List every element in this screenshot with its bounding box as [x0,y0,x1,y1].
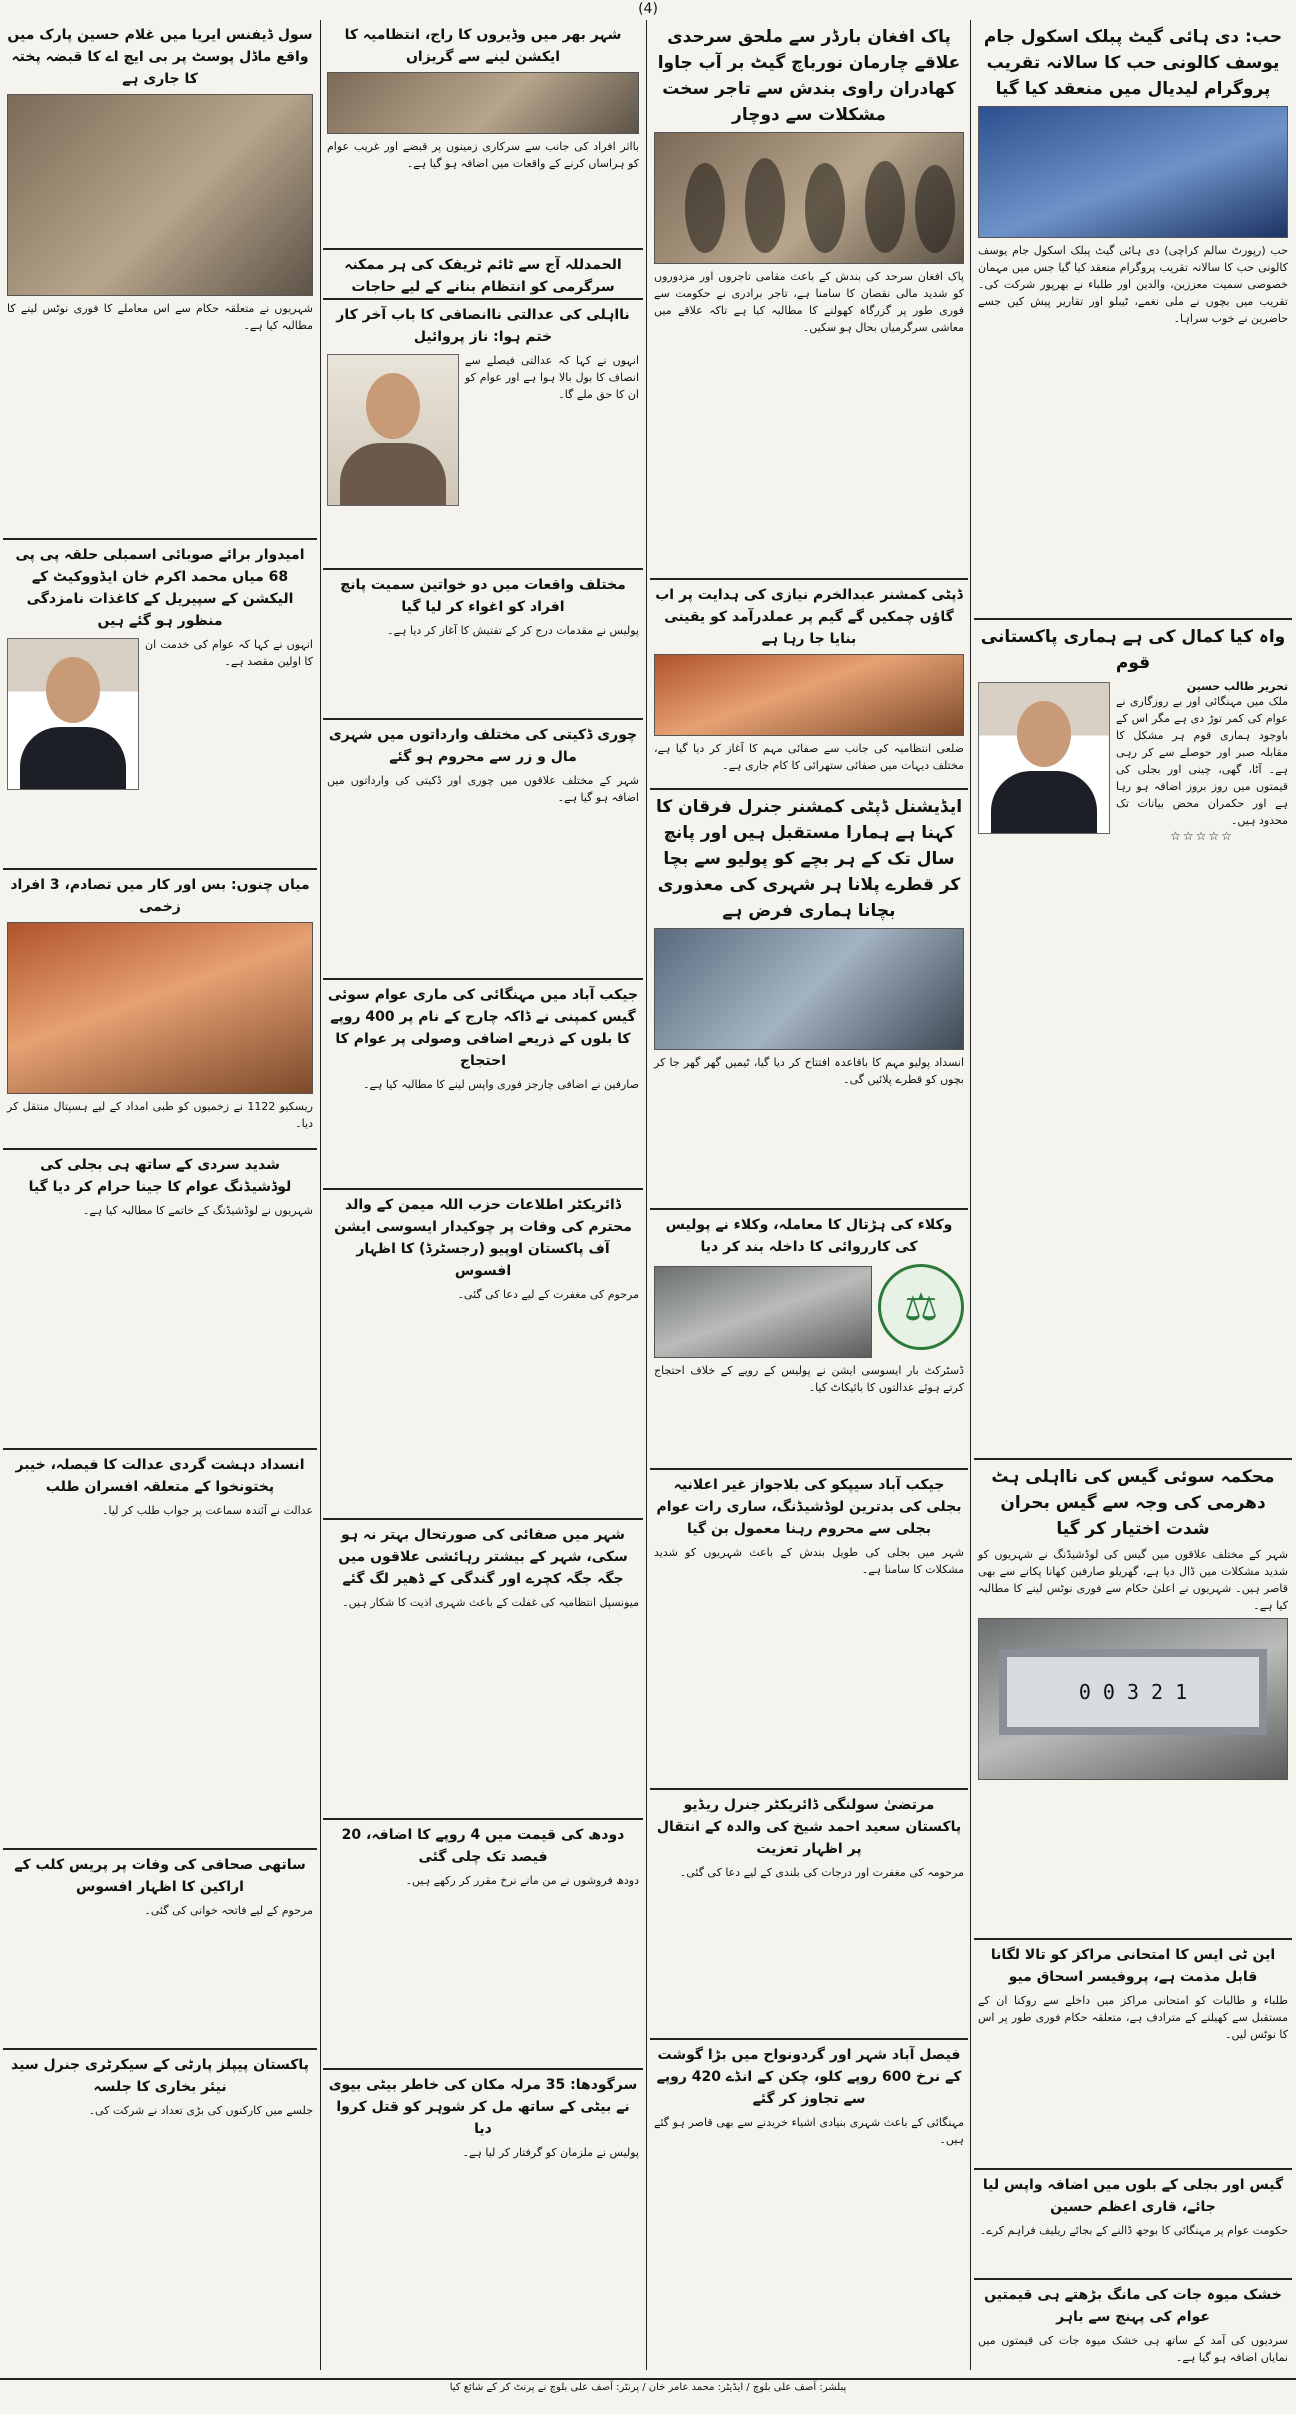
story-body: شہریوں نے لوڈشیڈنگ کے خاتمے کا مطالبہ کیا ہے۔ [82,1204,313,1217]
story-body: طلباء و طالبات کو امتحانی مراکز میں داخلے سے روکنا ان کے مستقبل سے کھیلنے کے مترادف ہے، متعلقہ حکام فوری طور پر اس کا نوٹس لیں۔ [978,1994,1288,2041]
headline: سرگودھا: 35 مرلہ مکان کی خاطر بیٹی بیوی نے بیٹی کے ساتھ مل کر شوہر کو قتل کروا دیا [328,2077,638,2137]
headline: خشک میوہ جات کی مانگ بڑھتے ہی قیمتیں عوام کی پہنچ سے باہر [984,2287,1282,2325]
story [323,20,643,250]
headline: واہ کیا کمال کی ہے ہماری پاکستانی قوم [980,627,1286,673]
headline: پاکستان پیپلز پارٹی کے سیکرٹری جنرل سید نیئر بخاری کا جلسہ [11,2057,309,2095]
story [3,870,317,1150]
headline: شہر میں صفائی کی صورتحال بہتر نہ ہو سکی، شہر کے بیشتر رہائشی علاقوں میں جگہ جگہ کچرے اور گندگی کے ڈھیر لگ گئے [338,1527,628,1587]
story [3,20,317,540]
story-body: انسداد پولیو مہم کا باقاعدہ افتتاح کر دیا گیا، ٹیمیں گھر گھر جا کر بچوں کو قطرے پلائیں گی۔ [654,1056,964,1086]
headline: میاں چنوں: بس اور کار میں تصادم، 3 افراد زخمی [10,877,310,915]
story [323,1190,643,1520]
headline: امیدوار برائے صوبائی اسمبلی حلقہ پی پی 68 میاں محمد اکرم خان ایڈووکیٹ کے الیکشن کے سپیریل کے کاغذات نامزدگی منظور ہو گئے ہیں [15,547,305,629]
politician-portrait [327,354,459,506]
story [974,2170,1292,2280]
story [974,20,1292,620]
locked-gate-photo [7,94,313,296]
story-body: مہنگائی کے باعث شہری بنیادی اشیاء خریدنے سے بھی قاصر ہو گئے ہیں۔ [654,2116,964,2146]
story [3,1150,317,1450]
headline: سول ڈیفنس ایریا میں غلام حسین پارک میں واقع ماڈل پوسٹ پر بی ایچ اے کا قبضہ پختہ کا جاری ہے [7,27,313,87]
story-body: انہوں نے کہا کہ عوام کی خدمت ان کا اولین مقصد ہے۔ [145,638,313,668]
story-body: شہر کے مختلف علاقوں میں گیس کی لوڈشیڈنگ نے شہریوں کو شدید مشکلات میں ڈال دیا ہے، گھریلو صارفین کھانا پکانے سے بھی قاصر ہیں۔ شہریوں نے اعلیٰ حکام سے فوری نوٹس لینے کا مطالبہ کیا ہے۔ [978,1548,1288,1612]
story-body: حکومت عوام پر مہنگائی کا بوجھ ڈالنے کے بجائے ریلیف فراہم کرے۔ [979,2224,1288,2237]
rescue-photo [7,922,313,1094]
story-body: پولیس نے ملزمان کو گرفتار کر لیا ہے۔ [462,2146,639,2159]
story-body: جلسے میں کارکنوں کی بڑی تعداد نے شرکت کی۔ [88,2104,313,2117]
lawyers-photo [654,1266,872,1358]
story-body: میونسپل انتظامیہ کی غفلت کے باعث شہری اذیت کا شکار ہیں۔ [342,1596,639,1609]
story-body: حب (رپورٹ سالم کراچی) دی ہائی گیٹ پبلک اسکول جام یوسف کالونی حب کا سالانہ تقریب پروگرام منعقد کیا گیا جس میں مہمان خصوصی سمیت معززین، والدین اور طلباء نے بھرپور شرکت کی۔ تقریب میں بچوں نے ملی نغمے، ٹیبلو اور تقاریر پیش کیں جسے حاضرین نے خوب سراہا۔ [978,244,1288,325]
headline: مرتضیٰ سولنگی ڈائریکٹر جنرل ریڈیو پاکستان سعید احمد شیخ کی والدہ کے انتقال پر اظہار تعزیت [656,1797,962,1857]
story [650,1790,968,2040]
page-number: (4) [638,1,658,17]
column-4 [3,20,317,2370]
headline: جیکب آباد میں مہنگائی کی ماری عوام سوئی گیس کمپنی نے ڈاکہ چارج کے نام پر 400 روپے کا بلوں کے ذریعے اضافی وصولی پر عوام کا احتجاج [327,987,639,1069]
cleaning-campaign-photo [654,654,964,736]
story [974,620,1292,1460]
byline: تحریر طالب حسین [1186,680,1288,693]
story [650,790,968,1210]
news-photo [327,72,639,134]
story [323,250,643,300]
story [974,1940,1292,2170]
story [323,720,643,980]
headline: ڈائریکٹر اطلاعات حزب اللہ میمن کے والد محترم کی وفات پر چوکیدار ایسوسی ایشن آف پاکستان اوپیو (رجسٹرڈ) کا اظہار افسوس [334,1197,632,1279]
story [650,580,968,790]
story-body: دودھ فروشوں نے من مانے نرخ مقرر کر رکھے ہیں۔ [405,1874,639,1887]
story-body: ڈسٹرکٹ بار ایسوسی ایشن نے پولیس کے رویے کے خلاف احتجاج کرتے ہوئے عدالتوں کا بائیکاٹ کیا۔ [654,1364,964,1394]
headline: پاک افغان بارڈر سے ملحق سرحدی علاقے چارمان نورباچ گیٹ بر آب جاوا کھادران راوی بندش سے تاجر سخت مشکلات سے دوچار [657,27,961,125]
story-body: مرحوم کے لیے فاتحہ خوانی کی گئی۔ [144,1904,313,1917]
story [974,2280,1292,2370]
story-body: پاک افغان سرحد کی بندش کے باعث مقامی تاجروں اور مزدوروں کو شدید مالی نقصان کا سامنا ہے، تاجر برادری نے حکومت سے فوری طور پر گزرگاہ کھولنے کا مطالبہ کیا ہے تاکہ علاقے میں معاشی سرگرمیاں بحال ہو سکیں۔ [654,270,964,334]
story [3,2050,317,2370]
group-photo [654,132,964,264]
event-photo [978,106,1288,238]
headline: دودھ کی قیمت میں 4 روپے کا اضافہ، 20 فیصد تک چلی گئی [341,1827,625,1865]
story [650,2040,968,2360]
story-body: سردیوں کی آمد کے ساتھ ہی خشک میوہ جات کی قیمتوں میں نمایاں اضافہ ہو گیا ہے۔ [978,2334,1288,2364]
story-body: ملک میں مہنگائی اور بے روزگاری نے عوام کی کمر توڑ دی ہے مگر اس کے باوجود ہماری قوم ہر مشکل کا مقابلہ صبر اور حوصلے سے کر رہی ہے۔ آٹا، گھی، چینی اور بجلی کی قیمتوں میں روز بروز اضافہ ہو رہا ہے اور حکمران محض بیانات تک محدود ہیں۔ [1116,695,1288,827]
headline: وکلاء کی ہڑتال کا معاملہ، وکلاء نے پولیس کی کارروائی کا داخلہ بند کر دیا [665,1217,953,1255]
story-body: شہریوں نے متعلقہ حکام سے اس معاملے کا فوری نوٹس لینے کا مطالبہ کیا ہے۔ [7,302,313,332]
story [650,20,968,580]
story [3,1450,317,1850]
story [650,1210,968,1470]
story-body: پولیس نے مقدمات درج کر کے تفتیش کا آغاز کر دیا ہے۔ [387,624,639,637]
story [650,1470,968,1790]
story-body: بااثر افراد کی جانب سے سرکاری زمینوں پر قبضے اور غریب عوام کو ہراساں کرنے کے واقعات میں اضافہ ہو گیا ہے۔ [327,140,639,170]
headline: این ٹی ایس کا امتحانی مراکز کو تالا لگانا قابل مذمت ہے، پروفیسر اسحاق میو [990,1947,1276,1985]
story [323,1520,643,1820]
column-1 [974,20,1292,2370]
story [3,1850,317,2050]
headline: گیس اور بجلی کے بلوں میں اضافہ واپس لیا جائے، قاری اعظم حسین [982,2177,1284,2215]
section-divider-stars: ☆☆☆☆☆ [1170,829,1234,843]
headline: چوری ڈکیتی کی مختلف وارداتوں میں شہری مال و زر سے محروم ہو گئے [328,727,638,765]
headline: انسداد دہشت گردی عدالت کا فیصلہ، خیبر پختونخوا کے متعلقہ افسران طلب [15,1457,305,1495]
headline: مختلف واقعات میں دو خواتین سمیت پانچ افراد کو اغواء کر لیا گیا [340,577,626,615]
story-body: مرحوم کی مغفرت کے لیے دعا کی گئی۔ [457,1288,639,1301]
story-body: ریسکیو 1122 نے زخمیوں کو طبی امداد کے لیے ہسپتال منتقل کر دیا۔ [7,1100,313,1130]
bar-association-logo [878,1264,964,1350]
column-3 [323,20,643,2370]
story [3,540,317,870]
headline: شہر بھر میں وڈیروں کا راج، انتظامیہ کا ایکشن لینے سے گریزاں [344,27,622,65]
story-body: عدالت نے آئندہ سماعت پر جواب طلب کر لیا۔ [102,1504,313,1517]
story [323,2070,643,2270]
story [323,570,643,720]
headline: نااہلی کی عدالتی ناانصافی کا باب آخر کار ختم ہوا: ناز پروائیل [336,307,630,345]
story [323,980,643,1190]
headline: فیصل آباد شہر اور گردونواح میں بڑا گوشت کے نرخ 600 روپے کلو، چکن کے انڈے 420 روپے سے تجاوز کر گئے [656,2047,962,2107]
polio-campaign-photo [654,928,964,1050]
headline: ڈپٹی کمشنر عبدالخرم نیازی کی ہدایت پر اب گاؤں چمکیں گے گیم پر عملدرآمد کو یقینی بنایا جا رہا ہے [655,587,963,647]
story [323,1820,643,2070]
candidate-portrait [7,638,139,790]
story-body: شہر میں بجلی کی طویل بندش کے باعث شہریوں کو شدید مشکلات کا سامنا ہے۔ [654,1546,964,1576]
story [974,1460,1292,1940]
publisher-footer: پبلشر: آصف علی بلوچ / ایڈیٹر: محمد عامر خان / پرنٹر: آصف علی بلوچ نے پرنٹ کر کے شائع کیا [0,2378,1296,2396]
story-body: مرحومہ کی مغفرت اور درجات کی بلندی کے لیے دعا کی گئی۔ [679,1866,964,1879]
column-2 [650,20,968,2370]
headline: ایڈیشنل ڈپٹی کمشنر جنرل فرقان کا کہنا ہے ہمارا مستقبل ہیں اور پانچ سال تک کے ہر بچے کو پولیو سے بچا کر قطرے پلانا ہر شہری کی معذوری بچانا ہماری فرض ہے [655,797,963,921]
story-body: ضلعی انتظامیہ کی جانب سے صفائی مہم کا آغاز کر دیا گیا ہے، مختلف دیہات میں صفائی ستھرائی کا کام جاری ہے۔ [654,742,964,772]
headline: الحمدللہ آج سے ٹائم ٹریفک کی ہر ممکنہ سرگرمی کو انتظام بنانے کے لیے حاجات [344,257,622,295]
author-portrait [978,682,1110,834]
story-body: صارفین نے اضافی چارجز فوری واپس لینے کا مطالبہ کیا ہے۔ [363,1078,639,1091]
story [323,300,643,570]
headline: ساتھی صحافی کی وفات پر پریس کلب کے اراکین کا اظہار افسوس [14,1857,306,1895]
headline: محکمہ سوئی گیس کی نااہلی ہٹ دھرمی کی وجہ سے گیس بحران شدت اختیار کر گیا [991,1467,1275,1539]
gas-meter-photo: 0 0 3 2 1 [978,1618,1288,1780]
headline: حب: دی ہائی گیٹ پبلک اسکول جام یوسف کالونی حب کا سالانہ تقریب پروگرام لیدیال میں منعقد کیا گیا [983,27,1283,99]
story-body: انہوں نے کہا کہ عدالتی فیصلے سے انصاف کا بول بالا ہوا ہے اور عوام کو ان کا حق ملے گا۔ [465,354,639,401]
story-body: شہر کے مختلف علاقوں میں چوری اور ڈکیتی کی وارداتوں میں اضافہ ہو گیا ہے۔ [327,774,639,804]
headline: شدید سردی کے ساتھ ہی بجلی کی لوڈشیڈنگ عوام کا جینا حرام کر دیا گیا [28,1157,292,1195]
headline: جیکب آباد سیپکو کی بلاجواز غیر اعلانیہ بجلی کی بدترین لوڈشیڈنگ، ساری رات عوام بجلی سے محروم رہنا معمول بن گیا [656,1477,962,1537]
